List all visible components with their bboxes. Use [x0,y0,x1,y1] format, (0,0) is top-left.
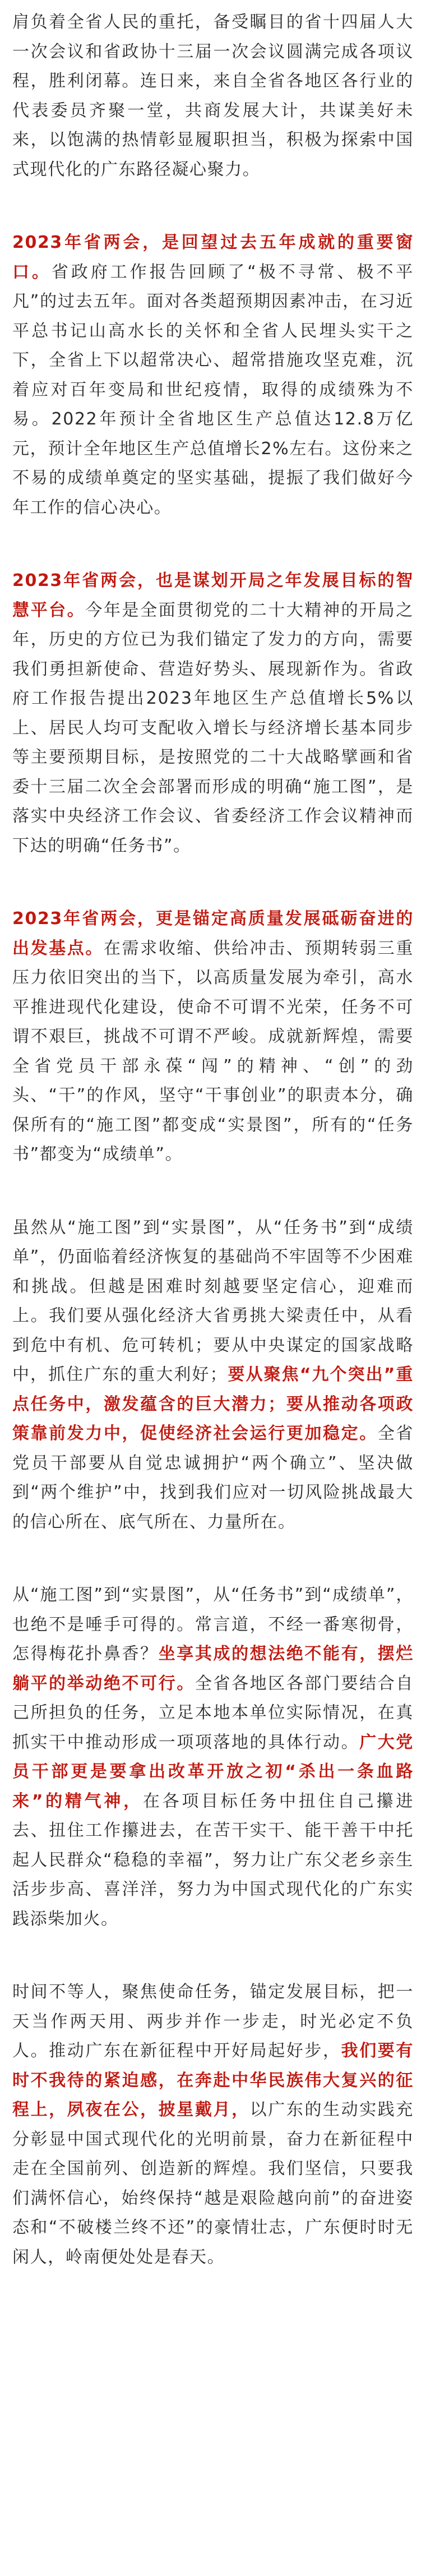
highlight-phrase: 广大党员干部更是要拿出改革开放之初“杀出一条血路来”的精气神， [12,1732,414,1811]
paragraph-text: 从“施工图”到“实景图”，从“任务书”到“成绩单”，也绝不是唾手可得的。常言道，不经一番寒彻骨，怎得梅花扑鼻香？ [12,1585,414,1664]
highlight-lead: 2023年省两会，更是锚定高质量发展砥砺奋进的出发基点。 [12,909,414,958]
paragraph-text: 全省各地区各部门要结合自己所担负的任务，立足本地本单位实际情况，在真抓实干中推动形成一项项落地的具体行动。 [12,1673,414,1752]
paragraph-review-window [12,228,414,523]
paragraph-text: 时间不等人，聚焦使命任务，锚定发展目标，把一天当作两天用、两步并作一步走，时光必定不负人。推动广东在新征程中开好局起好步， [12,1982,414,2061]
paragraph-hard-work [12,1581,414,1934]
highlight-phrase: 我们要有时不我待的紧迫感，在奔赴中华民族伟大复兴的征程上，夙夜在公，披星戴月， [12,2041,414,2120]
paragraph-text: 今年是全面贯彻党的二十大精神的开局之年，历史的方位已为我们锚定了发力的方向，需要我们勇担新使命、营造好势头、展现新作为。省政府工作报告提出2023年地区生产总值增长5%以上、居民人均可支配收入增长与经济增长基本同步等主要预期目标，是按照党的二十大战略擘画和省委十三届二次全会部署而形成的明确“施工图”，是落实中央经济工作会议、省委经济工作会议精神而下达的明确“任务书”。 [12,600,414,856]
highlight-phrase: 要从聚焦“九个突出”重点任务中，激发蕴含的巨大潜力；要从推动各项政策靠前发力中，促使经济社会运行更加稳定。 [12,1365,414,1443]
paragraph-text: 在需求收缩、供给冲击、预期转弱三重压力依旧突出的当下，以高质量发展为牵引，高水平推进现代化建设，使命不可谓不光荣，任务不可谓不艰巨，挑战不可谓不严峻。成就新辉煌，需要全省党员干部永葆“闯”的精神、“创”的劲头、“干”的作风，坚守“干事创业”的职责本分，确保所有的“施工图”都变成“实景图”，所有的“任务书”都变为“成绩单”。 [12,938,414,1164]
paragraph-text: 以广东的生动实践充分彰显中国式现代化的光明前景，奋力在新征程中走在全国前列、创造新的辉煌。我们坚信，只要我们满怀信心，始终保持“越是艰险越向前”的奋进姿态和“不破楼兰终不还”的豪情壮志，广东便时时无闲人，岭南便处处是春天。 [12,2100,414,2267]
highlight-phrase: 坐享其成的想法绝不能有，摆烂躺平的举动绝不可行。 [12,1644,414,1693]
paragraph-text: 虽然从“施工图”到“实景图”，从“任务书”到“成绩单”，仍面临着经济恢复的基础尚不牢固等不少困难和挑战。但越是困难时刻越要坚定信心，迎难而上。我们要从强化经济大省勇挑大梁责任中，从看到危中有机、危可转机；要从中央谋定的国家战略中，抓住广东的重大利好； [12,1217,414,1384]
paragraph-text: 肩负着全省人民的重托，备受瞩目的省十四届人大一次会议和省政协十三届一次会议圆满完成各项议程，胜利闭幕。连日来，来自全省各地区各行业的代表委员齐聚一堂，共商发展大计，共谋美好未来，以饱满的热情彰显履职担当，积极为探索中国式现代化的广东路径凝心聚力。 [12,12,414,179]
highlight-lead: 2023年省两会，是回望过去五年成就的重要窗口。 [12,233,414,282]
paragraph-text: 在各项目标任务中扭住自己攥进去、扭住工作攥进去，在苦干实干、能干善干中托起人民群众“稳稳的幸福”，努力让广东父老乡亲生活步步高、喜洋洋，努力为中国式现代化的广东实践添柴加火。 [12,1791,414,1929]
paragraph-text: 省政府工作报告回顾了“极不寻常、极不平凡”的过去五年。面对各类超预期因素冲击，在习近平总书记山高水长的关怀和全省人民埋头实干之下，全省上下以超常决心、超常措施攻坚克难，沉着应对百年变局和世纪疫情，取得的成绩殊为不易。2022年预计全省地区生产总值达12.8万亿元，预计全年地区生产总值增长2%左右。这份来之不易的成绩单奠定的坚实基础，提振了我们做好今年工作的信心决心。 [12,262,414,518]
paragraph-confidence [12,1213,414,1538]
paragraph-conclusion [12,1978,414,2272]
paragraph-planning-platform [12,566,414,861]
paragraph-text: 全省党员干部要从自觉忠诚拥护“两个确立”、坚决做到“两个维护”中，找到我们应对一切风险挑战最大的信心所在、底气所在、力量所在。 [12,1424,414,1532]
paragraph-starting-point [12,904,414,1170]
paragraph-intro [12,8,414,184]
highlight-lead: 2023年省两会，也是谋划开局之年发展目标的智慧平台。 [12,571,414,620]
